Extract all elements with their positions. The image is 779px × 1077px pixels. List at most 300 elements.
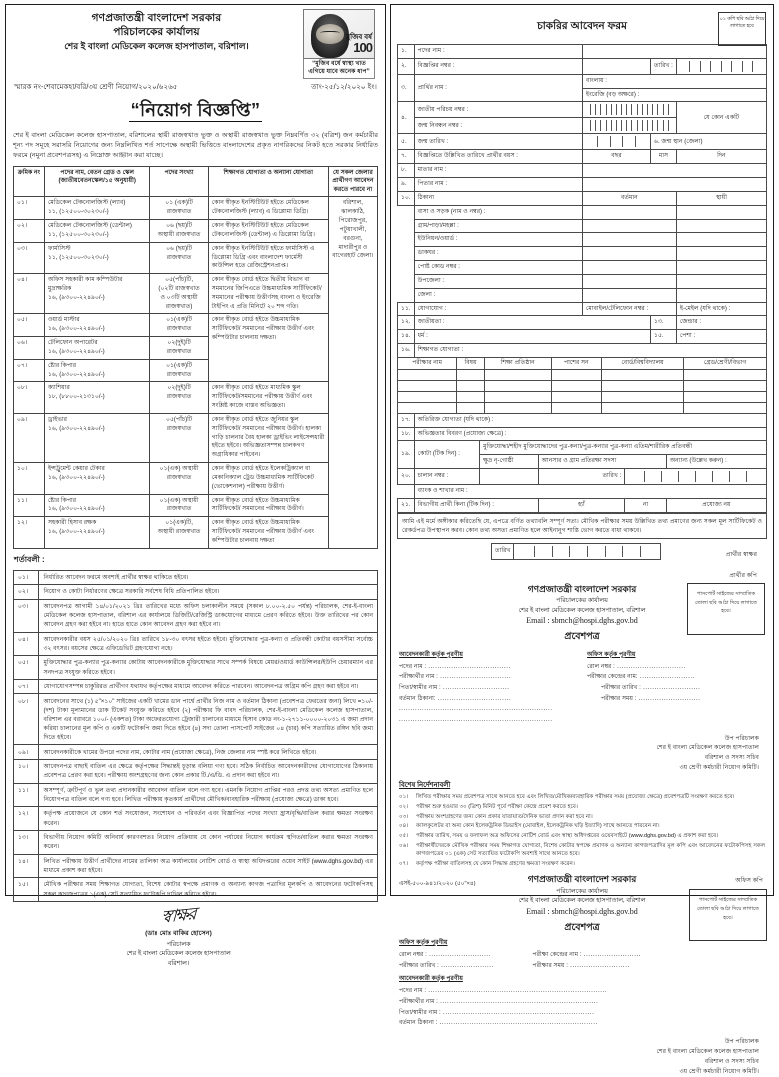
signatory-office-1: শের ই বাংলা মেডিকেল কলেজ হাসপাতাল xyxy=(126,950,231,958)
field-index: ৮. xyxy=(398,164,415,178)
application-form-panel xyxy=(390,4,774,1075)
post-name: ষ্টোর কিপার xyxy=(47,496,77,504)
instruction-number: ০২। xyxy=(399,803,409,810)
address-row xyxy=(398,288,767,302)
cell-post xyxy=(44,197,150,220)
condition-number: ১২। xyxy=(14,807,39,831)
address-permanent-input[interactable] xyxy=(676,233,766,247)
deputy-line-2: শের ই বাংলা মেডিকেল কলেজ হাসপাতাল xyxy=(656,744,759,752)
signature-block xyxy=(6,903,385,970)
label: পরীক্ষার তারিখ : xyxy=(601,683,641,691)
admit2-field-address[interactable] xyxy=(399,1018,658,1029)
address-present-header: বর্তমান xyxy=(582,191,676,205)
dept-option-no[interactable]: না xyxy=(625,498,667,512)
form-row-post-name xyxy=(398,45,767,59)
form-row-age xyxy=(398,150,767,164)
condition-number: ০৩। xyxy=(14,599,39,632)
post-grade: ১৬, (৯৩০০-২২৪৯০/-) xyxy=(47,528,105,536)
applicant-fill-head: আবেদনকারী কর্তৃক পূরণীয় xyxy=(399,650,463,658)
office-copy-label: অফিস কপি xyxy=(735,877,763,885)
vac-count: ০১(এক) অস্থায়ী xyxy=(159,465,199,473)
address-present-input[interactable] xyxy=(582,205,676,219)
condition-text: আবেদনকারীকে খামের উপরে পদের নাম, কোটার নাম (প্রযোজ্য ক্ষেত্রে), নিজ জেলার নাম স্পষ্ট করে লিখিতে হইবে। xyxy=(39,745,378,760)
cell-qualification: কোন স্বীকৃত বোর্ড হইতে উচ্চমাধ্যমিক সার্টিফিকেট/ সমমানের পরীক্ষায় উত্তীর্ণ এবং কম্পিউটার চালনায় দক্ষতা xyxy=(208,517,328,548)
email-input[interactable]: ই-মেইল (যদি থাকে) : xyxy=(676,302,766,316)
th-post: পদের নাম, বেতন গ্রেড ও স্কেল (জাতীয়বেতনস্কেল/১৫ অনুযায়ী) xyxy=(44,166,150,197)
photo-paste-box: ০১ কপি ছবি আঠা দিয়ে লাগাতে হবে xyxy=(718,12,766,46)
admit2-field-candidate[interactable] xyxy=(399,997,658,1008)
instruction-item xyxy=(399,793,765,802)
cell-qualification: কোন স্বীকৃত ইনস্টিটিউট হইতে মেডিকেল টেকনোলজিস্ট (ডেন্টাল) এ ডিপ্লোমা ডিগ্রি। xyxy=(208,220,328,243)
address-present-input[interactable] xyxy=(582,274,676,288)
instruction-text: ক্যালকুলেটর বা অন্য কোন ইলেকট্রনিক ডিভাইস (মোবাইল, ইলেকট্রনিক ঘড়ি ইত্যাদি) সাথে আনতে পারবেন না। xyxy=(416,823,660,830)
memo-row xyxy=(6,79,385,94)
admit-field-address[interactable] xyxy=(399,694,577,705)
field-label: চালান নম্বর : xyxy=(414,469,480,485)
challan-no-input[interactable] xyxy=(480,469,538,485)
age-days[interactable]: দিন xyxy=(676,150,766,164)
dots: .......................... xyxy=(567,961,630,969)
field-index: ১৮. xyxy=(398,427,415,441)
office-fill-head: অফিস কর্তৃক পূরণীয় xyxy=(587,650,636,658)
address-present-input[interactable] xyxy=(582,261,676,275)
cell-sl: ০৬। xyxy=(14,337,45,360)
cell-sl: ০৪। xyxy=(14,274,45,314)
deputy-line-1: উপ পরিচালক xyxy=(724,1038,759,1046)
cell-qualification: কোন স্বীকৃত বোর্ড হইতে উচ্চমাধ্যমিক সার্টিফিকেট/ সমমানের পরীক্ষায় উত্তীর্ণ এবং কম্পিউটার চালনায় দক্ষতা। xyxy=(208,314,328,382)
form-row-experience xyxy=(398,427,767,441)
vac-type-2: ও ০৩টি অস্থায়ী xyxy=(160,293,198,301)
post-name: ওয়ার্ড মাস্টার xyxy=(47,316,80,324)
instruction-text: লিখিত পরীক্ষার সময় প্রবেশপত্র সাথে আনতে হবে এবং লিখিত/মৌখিক/ব্যবহারিক পরীক্ষার সময় (প্রযোজ্য ক্ষেত্রে) প্রবেশপত্রটি সংরক্ষণ করতে হবে। xyxy=(416,794,735,801)
challan-date-label: তারিখ : xyxy=(538,469,625,485)
address-present-input[interactable] xyxy=(582,219,676,233)
th-qualification: শিক্ষাগত যোগ্যতা ও অন্যান্য যোগ্যতা xyxy=(208,166,328,197)
admit-applicant-section xyxy=(399,649,577,726)
address-label: জেলা : xyxy=(414,288,582,302)
vac-type: অস্থায়ী রাজস্বখাত xyxy=(157,230,201,238)
education-body xyxy=(398,369,767,413)
deputy-line-1: উপ পরিচালক xyxy=(724,734,759,742)
field-label: জন্ম তারিখ : xyxy=(414,134,582,150)
dots: .................................... xyxy=(426,662,511,670)
education-row[interactable] xyxy=(398,402,767,413)
post-grade: ১৬, (৯৩০০-২২৪৯০/-) xyxy=(47,473,105,481)
cell-post xyxy=(44,274,150,314)
address-present-input[interactable] xyxy=(582,288,676,302)
instruction-text: পরীক্ষার্থীদেরকে মৌখিক পরীক্ষার সময় শিক্ষাগত যোগ্যতা, বিশেষ কোটার স্বপক্ষে প্রমাণক ও অন্যান্য কাগজপত্রাদির মূল কপি এবং আবেদনের ফটোকপিসহ সকল কাগজপত্রের ০১ (এক) সেট সত্যায়িত ফটোকপি অবশ্যই সাথে আনতে হবে। xyxy=(416,842,765,858)
cell-vacancies xyxy=(150,314,208,337)
address-permanent-input[interactable] xyxy=(676,288,766,302)
post-name: ইন্সট্রুমেন্ট কেয়ার টেকার xyxy=(47,465,105,473)
cell-qualification: কোন স্বীকৃত ইনস্টিটিউট হইতে মেডিকেল টেকনোলজিস্ট (ল্যাব) এ ডিপ্লোমা ডিগ্রি। xyxy=(208,197,328,220)
quota-option-other[interactable]: অন্যান্য (উল্লেখ করুন) : xyxy=(666,455,766,469)
label: পদের নাম : xyxy=(399,987,427,995)
form-row-mother xyxy=(398,164,767,178)
education-row[interactable] xyxy=(398,380,767,391)
jobs-table-body xyxy=(14,197,378,548)
table-row xyxy=(14,314,378,337)
cell-post xyxy=(44,242,150,273)
challan-date-boxes[interactable] xyxy=(625,469,767,485)
post-name-input[interactable] xyxy=(582,45,766,59)
field-label: কোটা (টিক দিন) : xyxy=(414,441,480,469)
vac-type: (০২টি রাজস্বখাত xyxy=(158,284,200,292)
admit-field-candidate[interactable] xyxy=(399,672,577,683)
instruction-item xyxy=(399,813,765,822)
post-grade: ১৬, (৯৩০০-২২৪৯০/-) xyxy=(47,293,105,301)
vac-count: ০১ (এক)টি xyxy=(165,199,193,207)
condition-row xyxy=(14,807,378,831)
edu-th-board: বোর্ড/বিশ্ববিদ্যালয় xyxy=(601,357,683,369)
edu-th-year: পাশের সন xyxy=(551,357,601,369)
condition-number: ১১। xyxy=(14,783,39,807)
cell-post xyxy=(44,413,150,462)
field-index: ১৫. xyxy=(651,330,677,344)
field-label: পদের নাম : xyxy=(414,45,582,59)
edu-th-subject: বিষয় xyxy=(457,357,484,369)
address-label: ইউনিয়ন/ওয়ার্ড : xyxy=(414,233,582,247)
form-row-address-head xyxy=(398,191,767,205)
label: বর্তমান ঠিকানা : xyxy=(399,1019,438,1027)
mobile-input[interactable]: মোবাইল/টেলিফোন নম্বর : xyxy=(582,302,676,316)
jobs-table-header-row xyxy=(14,166,378,197)
dots: ..................................................................... xyxy=(437,1019,598,1027)
edu-th-exam: পরীক্ষার নাম xyxy=(398,357,457,369)
cell-vacancies xyxy=(150,359,208,382)
vac-type-3: রাজস্বখাত) xyxy=(165,302,193,310)
form-row-challan xyxy=(398,469,767,485)
post-grade: ১১, (১২৫০০-৩০২৩০/-) xyxy=(47,230,109,238)
cell-sl: ০৫। xyxy=(14,314,45,337)
field-label: বিজ্ঞপ্তিতে উল্লিখিত তারিখে প্রার্থীর বয়স : xyxy=(414,150,582,164)
name-bangla-input[interactable] xyxy=(582,74,766,88)
condition-number: ০৭। xyxy=(14,679,39,694)
condition-row xyxy=(14,745,378,760)
admit-card-title: প্রবেশপত্র xyxy=(564,631,600,643)
passport-photo-box-2: পাসপোর্ট সাইজের সাম্প্রতিক তোলা ছবি আঠা দিয়ে লাগাতে হবে। xyxy=(689,889,767,941)
condition-row xyxy=(14,599,378,632)
field-index: ১২. xyxy=(398,316,415,330)
form-row-father xyxy=(398,178,767,192)
admit2-field-date[interactable] xyxy=(399,961,525,972)
label: রোল নম্বর : xyxy=(399,951,427,959)
experience-input[interactable]: অভিজ্ঞতার বিবরণ (প্রযোজ্য ক্ষেত্রে) : xyxy=(414,427,766,441)
cell-sl: ০৯। xyxy=(14,413,45,462)
dob-boxes[interactable] xyxy=(582,134,650,150)
condition-number: ১৪। xyxy=(14,854,39,878)
field-label: বিজ্ঞপ্তির নম্বর : xyxy=(414,58,582,74)
post-grade: ১১, (১২৫০০-৩০২৩০/-) xyxy=(47,253,109,261)
mujib-portrait-icon xyxy=(303,9,375,59)
father-name-input[interactable] xyxy=(582,178,766,192)
table-row xyxy=(14,220,378,243)
cell-qualification: কোন স্বীকৃত বোর্ড হইতে মাধ্যমিক স্কুল সার্টিফিকেট/সমমানের পরীক্ষায় উত্তীর্ণ এবং সংশ্লিষ্ট কাজে বাস্তব অভিজ্ঞতা। xyxy=(208,382,328,413)
dots: ........................... xyxy=(426,951,492,959)
table-row xyxy=(14,274,378,314)
admit2-field-post[interactable] xyxy=(399,986,658,997)
admit-field-post[interactable] xyxy=(399,662,577,673)
admit-card-fields-1 xyxy=(391,645,773,726)
condition-row xyxy=(14,585,378,600)
address-label: উপজেলা : xyxy=(414,274,582,288)
mother-name-input[interactable] xyxy=(582,164,766,178)
post-name: টেলিফোন অপারেটর xyxy=(47,339,98,347)
gov-address: শের ই বাংলা মেডিকেল কলেজ হাসপাতাল, বরিশাল xyxy=(518,897,646,905)
address-label: গ্রাম/পাড়া/মহল্লা : xyxy=(414,219,582,233)
admit-field-father[interactable] xyxy=(399,683,577,694)
condition-number: ১৫। xyxy=(14,878,39,902)
gov-email: Email : sbmch@hospi.dghs.gov.bd xyxy=(526,616,638,626)
mujib-mark: মুজিব বর্ষ xyxy=(346,34,372,42)
post-name: মেডিকেল টেকনোলজিস্ট (ডেন্টাল) xyxy=(47,222,132,230)
circular-no-input[interactable] xyxy=(582,58,650,74)
table-row xyxy=(14,382,378,413)
form-row-circular-no xyxy=(398,58,767,74)
vac-count: ০৫(পাঁচ)টি xyxy=(165,415,193,423)
address-row xyxy=(398,233,767,247)
condition-number: ১০। xyxy=(14,759,39,783)
birth-reg-boxes[interactable] xyxy=(582,118,676,134)
nid-boxes[interactable] xyxy=(582,102,676,118)
signature-inner xyxy=(126,903,231,969)
field-index: ১৬. xyxy=(398,344,415,358)
post-name: ক্যাশিয়ার xyxy=(47,384,70,392)
applicant-copy-label: প্রার্থীর কপি xyxy=(729,571,757,579)
vac-count: ০১(এক) অস্থায়ী xyxy=(159,496,199,504)
vac-type: রাজস্বখাত xyxy=(166,325,192,333)
nationality-input[interactable]: জাতীয়তা : xyxy=(414,316,650,330)
address-permanent-input[interactable] xyxy=(676,274,766,288)
field-label: ঠিকানা xyxy=(414,191,582,205)
dots: ......................... xyxy=(581,951,642,959)
dots: .................................................................. xyxy=(440,1008,595,1016)
occupation-input[interactable]: পেশা : xyxy=(676,330,766,344)
form-row-dob xyxy=(398,134,767,150)
signatory-name: (ডাঃ মোঃ বাকির হোসেন) xyxy=(145,930,212,938)
address-permanent-input[interactable] xyxy=(676,205,766,219)
table-row xyxy=(14,413,378,462)
condition-text: যোগাযোগসম্পন্ন চাকুরিরত প্রার্থীগণ যথাযথ কর্তৃপক্ষের মাধ্যমে আবেদন করিতে পারবেন। আবেদনপত্র অগ্রিম কপি গ্রহণ করা হইবে না। xyxy=(39,679,378,694)
dept-option-na[interactable]: প্রযোজ্য নয় xyxy=(666,498,766,512)
condition-text: মৌখিক পরীক্ষার সময় শিক্ষাগত যোগ্যতা, বিশেষ কোটার স্বপক্ষে প্রমাণক ও অন্যান্য কাগজ পত্রাদির মূলকপি ও আবেদনের ফটোকপিসহ সকল কাগজপত্রের ১(এক) সেট সত্যায়িত ফটোকপি দাখিল করিতে হইবে। xyxy=(39,878,378,902)
signatory-designation: পরিচালক xyxy=(166,940,191,948)
instruction-item xyxy=(399,822,765,831)
post-name: সহকারী হিসাব রক্ষক xyxy=(47,519,97,527)
admit-field-exam-time[interactable] xyxy=(587,694,765,705)
admit-field-roll[interactable] xyxy=(587,662,765,673)
field-index: ২০. xyxy=(398,469,415,485)
deputy-line-3: বরিশাল ও সদস্য সচিব xyxy=(704,754,759,762)
condition-row xyxy=(14,854,378,878)
quota-option-ethnic[interactable]: ক্ষুদ্র নৃ-গোষ্ঠী xyxy=(480,455,538,469)
footer-print-code: এসই-৫০০-৯৪১/২০২০ (৫০"×৪) xyxy=(399,881,476,887)
memo-number: স্মারক নং-শেবামেকহা/বরি/৩য় শ্রেণী নিয়োগ/২০২০/৬২৬৫ xyxy=(14,81,178,91)
label: পরীক্ষার সময় : xyxy=(601,694,637,702)
instructions-heading: বিশেষ নির্দেশনাবলী xyxy=(399,782,451,790)
mujib-logo-wrap xyxy=(303,9,381,79)
instruction-item xyxy=(399,832,765,841)
field-label: প্রার্থির নাম : xyxy=(414,74,582,102)
label: পরীক্ষার্থীর নাম : xyxy=(399,673,438,681)
instruction-text: কর্তৃপক্ষ পরীক্ষা বাতিলসহ যে কোন সিদ্ধান্ত গ্রহণের ক্ষমতা সংরক্ষণ করেন। xyxy=(416,860,575,867)
condition-number: ০৫। xyxy=(14,656,39,680)
vac-type: অস্থায়ী রাজস্বখাত xyxy=(157,528,201,536)
post-name: অফিস সহকারী কাম কম্পিউটার xyxy=(47,276,123,284)
admit2-field-roll[interactable] xyxy=(399,950,525,961)
sub-label-bangla: বাংলায় : xyxy=(585,76,607,84)
admit-field-address-cont2[interactable]: ................................................................... xyxy=(399,715,553,723)
cell-qualification: কোন স্বীকৃত বোর্ড হইতে দ্বিতীয় বিভাগ বা সমমানের জিপিএতে উচ্চমাধ্যমিক সার্টিফিকেট/সমমানের পরীক্ষায় উত্তীর্ণসহ বাংলা ও ইংরেজি টাইপিং এ প্রতি মিনিটে ২০ শব্দ গতি। xyxy=(208,274,328,314)
deputy-line-2: শের ই বাংলা মেডিকেল কলেজ হাসপাতাল xyxy=(656,1047,759,1055)
cell-post xyxy=(44,463,150,494)
form-row-education-head xyxy=(398,344,767,358)
label: পদের নাম : xyxy=(399,662,427,670)
condition-number: ০৮। xyxy=(14,694,39,745)
post-name: ফার্মাসিস্ট xyxy=(47,244,71,252)
condition-row xyxy=(14,759,378,783)
admit2-field-center[interactable] xyxy=(533,950,659,961)
condition-text: আবেদনপত্র বাছাই বাতিল এর ক্ষেত্রে কর্তৃপক্ষের সিদ্ধান্তই চূড়ান্ত বলিয়া গণ্য হবে। সঠিক নির্বাচিত আবেদনকারীদের যোগাযোগের ঠিকানায় প্রবেশপত্র প্রেরণ করা হবে। পরীক্ষায় অংশগ্রহণের জন্য কোন প্রকার টি./এ/ডি. এ প্রদান করা হইবে না। xyxy=(39,759,378,783)
instructions-list xyxy=(391,793,773,868)
address-permanent-input[interactable] xyxy=(676,219,766,233)
quota-option-freedom-fighter[interactable]: মুক্তিযোদ্ধা/শহীদ মুক্তিযোদ্ধাদের পুত্র-কন্যা/পুত্র-কন্যার পুত্র-কন্যা এতিম/শারীরিক প্রতিবন্ধী xyxy=(480,441,767,455)
instruction-text: পরীক্ষায় অংশগ্রহণের জন্য কোন প্রকার যাতায়াত/দৈনিক ভাতা প্রদান করা হবে না। xyxy=(416,813,593,820)
field-label: মাতার নাম : xyxy=(414,164,582,178)
education-row[interactable] xyxy=(398,391,767,402)
table-row xyxy=(14,494,378,517)
th-sl: ক্রমিক নং xyxy=(14,166,45,197)
header-titles xyxy=(10,9,303,53)
conditions-table xyxy=(13,570,378,902)
cell-sl: ০৮। xyxy=(14,382,45,413)
table-row xyxy=(14,517,378,548)
field-index: ৬. xyxy=(654,137,660,145)
cell-sl: ০১। xyxy=(14,197,45,220)
post-name: ড্রাইভার xyxy=(47,415,68,423)
vac-type: রাজস্বখাত xyxy=(166,347,192,355)
admit-office-section xyxy=(587,649,765,726)
extra-qualification-input[interactable]: অতিরিক্ত যোগ্যতা (যদি থাকে) : xyxy=(414,413,766,427)
cell-post xyxy=(44,517,150,548)
condition-row xyxy=(14,783,378,807)
label: পরীক্ষার কেন্দ্রের নাম: xyxy=(587,673,638,681)
gender-input[interactable]: জেন্ডার : xyxy=(676,316,766,330)
cell-post xyxy=(44,382,150,413)
address-label: ডাকঘর : xyxy=(414,247,582,261)
applicant-signature-label: প্রার্থীর স্বাক্ষর xyxy=(725,550,757,558)
address-present-input[interactable] xyxy=(582,233,676,247)
post-grade: ১৬, (৯৩০০-২২৪৯০/-) xyxy=(47,370,105,378)
th-districts: যে সকল জেলার প্রার্থীগণ আবেদন করতে পারবে না xyxy=(328,166,377,197)
form-row-nationality xyxy=(398,316,767,330)
date-label: তারিখ : xyxy=(651,58,677,74)
cell-post xyxy=(44,494,150,517)
dots: .............................. xyxy=(614,662,686,670)
deputy-line-3: বরিশাল ও সদস্য সচিব xyxy=(704,1057,759,1065)
condition-number: ০৪। xyxy=(14,632,39,656)
form-row-extra-qual xyxy=(398,413,767,427)
address-row xyxy=(398,274,767,288)
instruction-number: ০১। xyxy=(399,794,409,801)
admit-field-center[interactable] xyxy=(587,672,765,683)
notice-title-text: “নিয়োগ বিজ্ঞপ্তি” xyxy=(130,99,261,120)
form-row-bank xyxy=(398,485,767,499)
instruction-number: ০৪। xyxy=(399,823,409,830)
vac-count: ০১(এক)টি, xyxy=(165,519,193,527)
cell-qualification: কোন স্বীকৃত বোর্ড হইতে উচ্চমাধ্যমিক সার্টিফিকেট/ সমমানের পরীক্ষায় উত্তীর্ণ। xyxy=(208,494,328,517)
admit-field-address-cont[interactable]: ................................................................... xyxy=(399,705,553,713)
address-label: পোষ্ট কোড নম্বর : xyxy=(414,261,582,275)
declaration-text: আমি এই মর্মে অঙ্গীকার করিতেছি যে, এপত্রে বর্ণিত তথ্যাবলি সম্পূর্ণ সত্য। মৌখিক পরীক্ষার সময় উল্লিখিত তথ্য প্রমাণের জন্য সকল মূল সার্টিফিকেট ও রেকর্ডপত্র উপস্থাপন করব। কোন তথ্য অসত্য প্রমাণিত হলে আইনানুগ শাস্তি ভোগ করতে বাধা থাকবে। xyxy=(397,513,767,539)
portrait-face xyxy=(311,14,349,58)
post-name-2: মুদ্রাক্ষরিক xyxy=(47,284,72,292)
admit2-field-father[interactable] xyxy=(399,1008,658,1019)
condition-text: মুক্তিযোদ্ধার পুত্র-কন্যার পুত্র-কন্যার কোটায় আবেদনকারীকে মুক্তিযোদ্ধার সাথে সম্পর্ক বিষয়ে মেয়র/ওয়ার্ড কাউন্সিলর/ইউপি চেয়ারম্যান এর সনদপত্র সংযুক্ত করিতে হইবে। xyxy=(39,656,378,680)
dept-option-yes[interactable]: হ্যাঁ xyxy=(538,498,625,512)
admit2-field-time[interactable] xyxy=(533,961,659,972)
cell-vacancies xyxy=(150,274,208,314)
admit-field-exam-date[interactable] xyxy=(587,683,765,694)
condition-text: নির্ধারিত আবেদন ফরমে অবশ্যই প্রার্থীর স্বাক্ষর থাকিতে হইবে। xyxy=(39,570,378,585)
religion-input[interactable]: ধর্ম : xyxy=(414,330,650,344)
address-permanent-input[interactable] xyxy=(676,261,766,275)
age-years[interactable]: বছর xyxy=(582,150,650,164)
age-months[interactable]: মাস xyxy=(651,150,677,164)
birth-place-input[interactable] xyxy=(651,134,767,150)
condition-row xyxy=(14,570,378,585)
bank-branch-input[interactable]: ব্যাংক ও শাখার নাম : xyxy=(414,485,766,499)
education-row[interactable] xyxy=(398,369,767,380)
address-present-input[interactable] xyxy=(582,247,676,261)
table-row xyxy=(14,197,378,220)
field-index: ৯. xyxy=(398,178,415,192)
education-table xyxy=(397,357,767,414)
cell-vacancies xyxy=(150,197,208,220)
gov-title: গণপ্রজাতন্ত্রী বাংলাদেশ সরকার xyxy=(527,874,637,885)
date-boxes[interactable] xyxy=(676,58,766,74)
address-label: বাসা ও সড়ক (নাম ও নম্বর) : xyxy=(414,205,582,219)
address-permanent-input[interactable] xyxy=(676,247,766,261)
circular-header xyxy=(6,5,385,79)
field-label: বিভাগীয় প্রার্থী কিনা (টিক দিন) : xyxy=(414,498,538,512)
label: পরীক্ষা কেন্দ্রের নাম : xyxy=(532,951,582,959)
label: পরীক্ষার সময় : xyxy=(532,961,568,969)
application-form-table xyxy=(397,44,767,358)
quota-option-ansar[interactable]: আনসার ও গ্রাম প্রতিরক্ষা সদস্য xyxy=(538,455,666,469)
condition-number: ০২। xyxy=(14,585,39,600)
name-english-input[interactable] xyxy=(582,88,766,102)
admit2-office-row-2 xyxy=(399,961,658,972)
mujib-year: 100 xyxy=(353,40,372,56)
admit2-office-section xyxy=(391,935,666,1029)
vac-count: ০১(এক)টি xyxy=(166,316,193,324)
vac-type: রাজস্বখাত xyxy=(166,208,192,216)
dots: ............................... xyxy=(437,673,512,681)
condition-row xyxy=(14,632,378,656)
field-index: ২১. xyxy=(398,498,415,512)
field-index: ১০. xyxy=(398,191,415,205)
field-index: ১. xyxy=(398,45,415,59)
deputy-director-block-1 xyxy=(391,726,773,774)
nid-note: যে কোন একটি xyxy=(676,102,766,134)
cell-qualification: কোন স্বীকৃত ইনস্টিটিউট হইতে ফার্মাসিস্ট এ ডিপ্লোমা ডিগ্রি এবং বাংলাদেশ ফার্মেসী কাউন্সিল হতে রেজিস্ট্রেশনপ্রাপ্ত। xyxy=(208,242,328,273)
condition-text: আবেদনকারীর বয়স ২৫/০১/২০২০ খ্রিঃ তারিখে ১৮-৩০ বৎসর হইতে হইবে। মুক্তিযোদ্ধার পুত্র-কন্যা ও প্রতিবন্ধী কোটার বয়সসীমা সর্বোচ্চ ৩২ বৎসর। বয়সের ক্ষেত্রে এফিডেভিট গ্রহণযোগ্য নহে। xyxy=(39,632,378,656)
label: পরীক্ষার্থীর নাম : xyxy=(399,998,438,1006)
th-vacancies: পদের সংখ্যা xyxy=(150,166,208,197)
dots: ........................... xyxy=(636,694,701,702)
condition-number: ০১। xyxy=(14,570,39,585)
